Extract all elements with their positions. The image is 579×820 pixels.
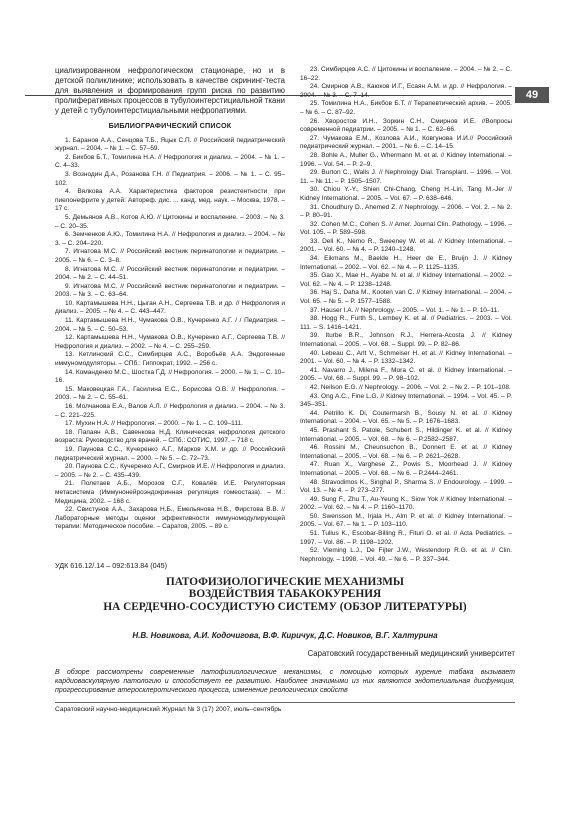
reference-item: 2. Бикбов Б.Т., Томилина Н.А. // Нефрология и диализ. – 2004. – № 1. – С. 4–33. bbox=[55, 153, 285, 170]
reference-item: 26. Хворостов И.Н., Зоркин С.Н., Смирнов И.Е. //Вопросы современной педиатрии. – 2005. – № 1. – С. 62–66. bbox=[300, 117, 512, 134]
title-line: ПАТОФИЗИОЛОГИЧЕСКИЕ МЕХАНИЗМЫ bbox=[165, 576, 405, 588]
journal-footer: Саратовский научно-медицинский Журнал № 3 (17) 2007, июль–сентябрь bbox=[55, 706, 282, 713]
reference-item: 19. Паунова С.С., Кучеренко А.Г., Марков Х.М. и др. // Российский педиатрический журнал. – 2000. – № 5. – С. 72–73. bbox=[55, 445, 285, 462]
reference-item: 34. Eikmans M., Baelde H., Heer de E., Bruijn J. // Kidney International. – 2002. – Vol. 62. – № 4. – P. 1125–1135. bbox=[300, 255, 512, 271]
reference-item: 46. Rossini M., Cheunsuchon B., Donnert E. et al. // Kidney International. – 2005. – Vol. 68. – № 6. – P. 2621–2628. bbox=[300, 444, 512, 460]
reference-item: 10. Картамышева Н.Н., Цыган А.Н., Сергеева Т.В. и др. // Нефрология и диализ. – 2005. – № 4. – С. 443–447. bbox=[55, 299, 285, 316]
reference-item: 28. Bohle A., Muller G., Whermann M. et al. // Kidney International. – 1996. – Vol. 54. – P. 2–9. bbox=[300, 151, 512, 168]
authors: Н.В. Новикова, А.И. Кодочигова, В.Ф. Киричук, Д.С. Новиков, В.Г. Халтурина bbox=[132, 631, 438, 640]
reference-item: 45. Prashant S. Patole, Schubert S., Hildinger K. et al. // Kidney International. – 2005. – Vol. 68. – № 6. – P.2582–2587. bbox=[300, 426, 512, 443]
reference-item: 15. Маковецкая Г.А., Гасилина Е.С., Борисова О.В. // Нефрология. – 2003. – № 2. – С. 55–61. bbox=[55, 385, 285, 402]
reference-item: 6. Земченков А.Ю., Томилина Н.А. // Нефрология и диализ. – 2004. – № 3. – С. 204–220. bbox=[55, 231, 285, 247]
intro-paragraph: циализированном нефрологическом стационаре, но и в детской поликлинике; использовать в качестве скрининг-теста для выявления и формирования групп риска по развитию пролиферативных процессов в тубулоинтерстициальной ткани у детей с тубулоинтерстициальными нефропатиями. bbox=[55, 66, 285, 115]
reference-item: 5. Демьянов А.В., Котов А.Ю. // Цитокины и воспаление. – 2003. – № 3. – С. 20–35. bbox=[55, 213, 285, 230]
reference-item: 32. Cohen M.C., Cohen S. // Amer. Journal Clin. Pathology. – 1996. – Vol. 105. – P. 589–598. bbox=[300, 220, 512, 237]
right-reference-list bbox=[300, 66, 512, 564]
reference-item: 42. Neilson E.G. // Nephrology. – 2006. – Vol. 2. – № 2. – P. 101–108. bbox=[310, 383, 511, 391]
affiliation: Саратовский государственный медицинский университет bbox=[307, 649, 515, 658]
reference-item: 16. Молчанова Е.А., Валов А.Л. // Нефрология и диализ. – 2004. – № 3. – С. 221–225. bbox=[55, 403, 285, 419]
reference-item: 35. Gao X., Mae H., Ayabe N. et al. // Kidney International. – 2002. – Vol. 62. – № 4. – P. 1238–1248. bbox=[300, 272, 512, 288]
reference-item: 23. Симбирцев А.С. // Цитокины и воспаление. – 2004. – № 2. – С. 16–22. bbox=[300, 66, 512, 82]
reference-item: 43. Ong A.C., Fine L.G. // Kidney International. – 1994. – Vol. 45. – P. 345–351. bbox=[300, 392, 512, 409]
title-line: ВОЗДЕЙСТВИЯ ТАБАКОКУРЕНИЯ bbox=[188, 588, 382, 601]
reference-item: 29. Burton C., Walls J. // Nephrology Dial. Transplant. – 1996. – Vol. 11. – № 11. – P. 1505–1507. bbox=[300, 169, 512, 185]
reference-item: 11. Картамышева Н.Н., Чумакова О.В., Кучеренко А.Г. / / Педиатрия. – 2004. – № 5. – С. 50–53. bbox=[55, 317, 285, 333]
right-column bbox=[300, 66, 512, 564]
left-reference-list bbox=[55, 137, 285, 532]
reference-item: 41. Navarro J., Milena F., Mora C. et al. // Kidney International. – 2005. – Vol. 68. – Suppl. 99. – P. 98–102. bbox=[300, 366, 512, 383]
reference-item: 13. Кетлинский С.С., Симбирцев А.С., Воробьёв А.А. Эндогенные иммуномодуляторы. – СПб.: Гиппократ, 1992. – 256 с. bbox=[55, 351, 285, 368]
reference-item: 21. Полетаев А.Б., Морозов С.Г., Ковалёв И.Е. Регуляторная метасистема (Иммунонейроэндокринная регуляция гомеостаза). – М.: Медицина, 2002. – 168 с. bbox=[55, 480, 285, 505]
reference-item: 1. Баранов А.А., Сенцова Т.Б., Яцык С.П. // Российский педиатрический журнал. – 2004. – № 1. – С. 57–59. bbox=[55, 136, 285, 153]
reference-item: 25. Томилина Н.А., Бикбов Б.Т. // Терапевтический архив. – 2005. – № 6. – С. 87–92. bbox=[300, 100, 512, 116]
footer-rule bbox=[55, 702, 515, 703]
reference-item: 51. Tullus K., Escobar-Billing R., Fituri O. et al. // Acta Pediatrics. – 1997. – Vol. 86. – P. 1198–1202. bbox=[300, 530, 512, 546]
reference-item: 14. Команденко М.С., Шостка Г.Д. // Нефрология. – 2000. – № 1. – С. 10–16. bbox=[55, 368, 285, 385]
reference-item: 27. Чумакова Е.М., Козлова А.И., Ковгунова И.И.// Российский педиатрический журнал. – 2001. – № 6. – С. 14–15. bbox=[300, 134, 512, 151]
reference-item: 50. Swensson M., Irjala H., Alm P. et al. // Kidney International. – 2005. – Vol. 67. – № 1. – P. 103–110. bbox=[300, 512, 512, 529]
reference-item: 49. Sung F., Zhu T., Au-Yeung K., Siow Yok // Kidney International. – 2002. – Vol. 62. – № 4. – P. 1160–1170. bbox=[300, 495, 512, 512]
reference-item: 37. Hauser I.A. // Nephrology. – 2005. – Vol. 1. – № 1. – P. 10–11. bbox=[310, 306, 500, 314]
reference-item: 17. Мухин Н.А. // Нефрология. – 2000. – № 1. – С. 109–111. bbox=[65, 420, 243, 428]
reference-item: 24. Смирнов А.В., Каюков И.Г., Есаян А.М. и др. // Нефрология. – 2004. – № 3. – С. 7–14. bbox=[300, 83, 512, 99]
reference-item: 12. Картамышева Н.Н., Чумакова О.В., Кучеренко А.Г., Сергеева Т.В. // Нефрология и диализ. – 2002. – № 4. – С. 255–259. bbox=[55, 334, 285, 350]
title-line: НА СЕРДЕЧНО-СОСУДИСТУЮ СИСТЕМУ (ОБЗОР ЛИТЕРАТУРЫ) bbox=[103, 600, 467, 613]
reference-item: 18. Папаян А.В., Савенкова Н.Д. Клиническая нефрология детского возраста: Руководство для врачей. – СПб.: СОТИС, 1997. – 718 с. bbox=[55, 428, 285, 445]
reference-item: 40. Lebeau C., Arlt V., Schmeiser H. et al. // Kidney International. – 2001. – Vol. 60. – № 4. – P. 1332–1342. bbox=[300, 349, 512, 366]
reference-item: 3. Вознодин Д.А., Розанова Г.Н. // Педиатрия. – 2006. – № 1. – С. 95–102. bbox=[55, 170, 285, 187]
reference-item: 9. Игнатова М.С. // Российский вестник перинатологии и педиатрии. – 2003. – № 3. – С. 63–64. bbox=[55, 282, 285, 299]
abstract: В обзоре рассмотрены современные патофизиологические механизмы, с помощью которых курение табака вызывает кардиоваскулярную патологию и способствует ее развитию. Наиболее значимыми из них являются эндотелиальная дисфункция, прогрессирование атеросклеротического процесса, изменение реологических свойств bbox=[55, 669, 515, 694]
reference-item: 36. Haj S., Daha M., Kooten van C. // Kidney International. – 2004. – Vol. 65. – № 5. – P. 1577–1588. bbox=[300, 289, 512, 306]
reference-item: 38. Hogg R., Furth S., Lembey K. et al. // Pediatrics. – 2003. – Vol. 111. – S. 1416–1421. bbox=[300, 315, 512, 331]
reference-item: 48. Stravodimos K., Singhal P., Sharma S. // Endourology. – 1999. – Vol. 13. – № 4. – P. 273–277. bbox=[300, 478, 512, 495]
reference-item: 44. Petrillo K. Di, Coutermarsh B., Sousy N. et al. // Kidney International. – 2004. – Vol. 65. – № 5. – P. 1676–1683. bbox=[300, 409, 512, 426]
reference-item: 31. Choudhury D., Ahemed Z. // Nephrology. – 2006. – Vol. 2. – № 2. – P. 80–91. bbox=[300, 203, 512, 220]
bibliography-heading: БИБЛИОГРАФИЧЕСКИЙ СПИСОК bbox=[108, 121, 232, 130]
reference-item: 52. Vleming L.J., De Fijter J.W., Westendorp R.G. et al. // Clin. Nephrology. – 1998. – Vol. 49. – № 6. – P. 337–344. bbox=[300, 547, 512, 563]
article-title bbox=[55, 576, 515, 613]
udk-code: УДК 616.12/.14 – 092:613.84 (045) bbox=[55, 561, 168, 570]
reference-item: 8. Игнатова М.С. // Российский вестник перинатологии и педиатрии. – 2004. – № 2. – С. 44–51. bbox=[55, 265, 285, 282]
left-column bbox=[55, 66, 285, 532]
reference-item: 4. Вялкова А.А. Характеристика факторов резистентности при пиелонефрите у детей: Автореф. дис. ... канд. мед. наук. – Москва, 1978. – 17 с. bbox=[55, 188, 285, 213]
reference-item: 30. Chiou Y.-Y., Shien Chi-Chang, Cheng H.-Lin, Tang M.-Jer // Kidney International. – 2005. – Vol. 67. – P. 638–646. bbox=[300, 186, 512, 202]
reference-item: 33. Dell K., Nemo R., Sweeney W. et al. // Kidney International. – 2001. – Vol. 60. – № 4. – P. 1240–1248. bbox=[300, 237, 512, 254]
reference-item: 39. Iturbe B.R., Johnson R.J., Herrera-Acosta J. // Kidney International. – 2005. – Vol. 68. – Suppl. 99. – P. 82–86. bbox=[300, 332, 512, 348]
reference-item: 47. Ruan X., Varghese Z., Powis S., Moorhead J. // Kidney International. – 2005. – Vol. 68. – № 6. – P.2444–2461. bbox=[300, 461, 512, 477]
reference-item: 20. Паунова С.С., Кучеренко А.Г., Смирнов И.Е. // Нефрология и диализ. – 2005. – № 2. – С. 435–439. bbox=[55, 463, 285, 479]
reference-item: 7. Игнатова М.С. // Российский вестник перинатологии и педиатрии. – 2005. – № 6. – С. 3–8. bbox=[55, 248, 285, 264]
page-number: 49 bbox=[515, 87, 549, 103]
reference-item: 22. Свистунов А.А., Захарова Н.Б., Емельянова Н.В., Фирстова В.В. // Лабораторные методы оценки эффективности иммуномодулирующей терапии: Методическое пособие. – Саратов, 2005. – 89 с. bbox=[55, 506, 285, 531]
